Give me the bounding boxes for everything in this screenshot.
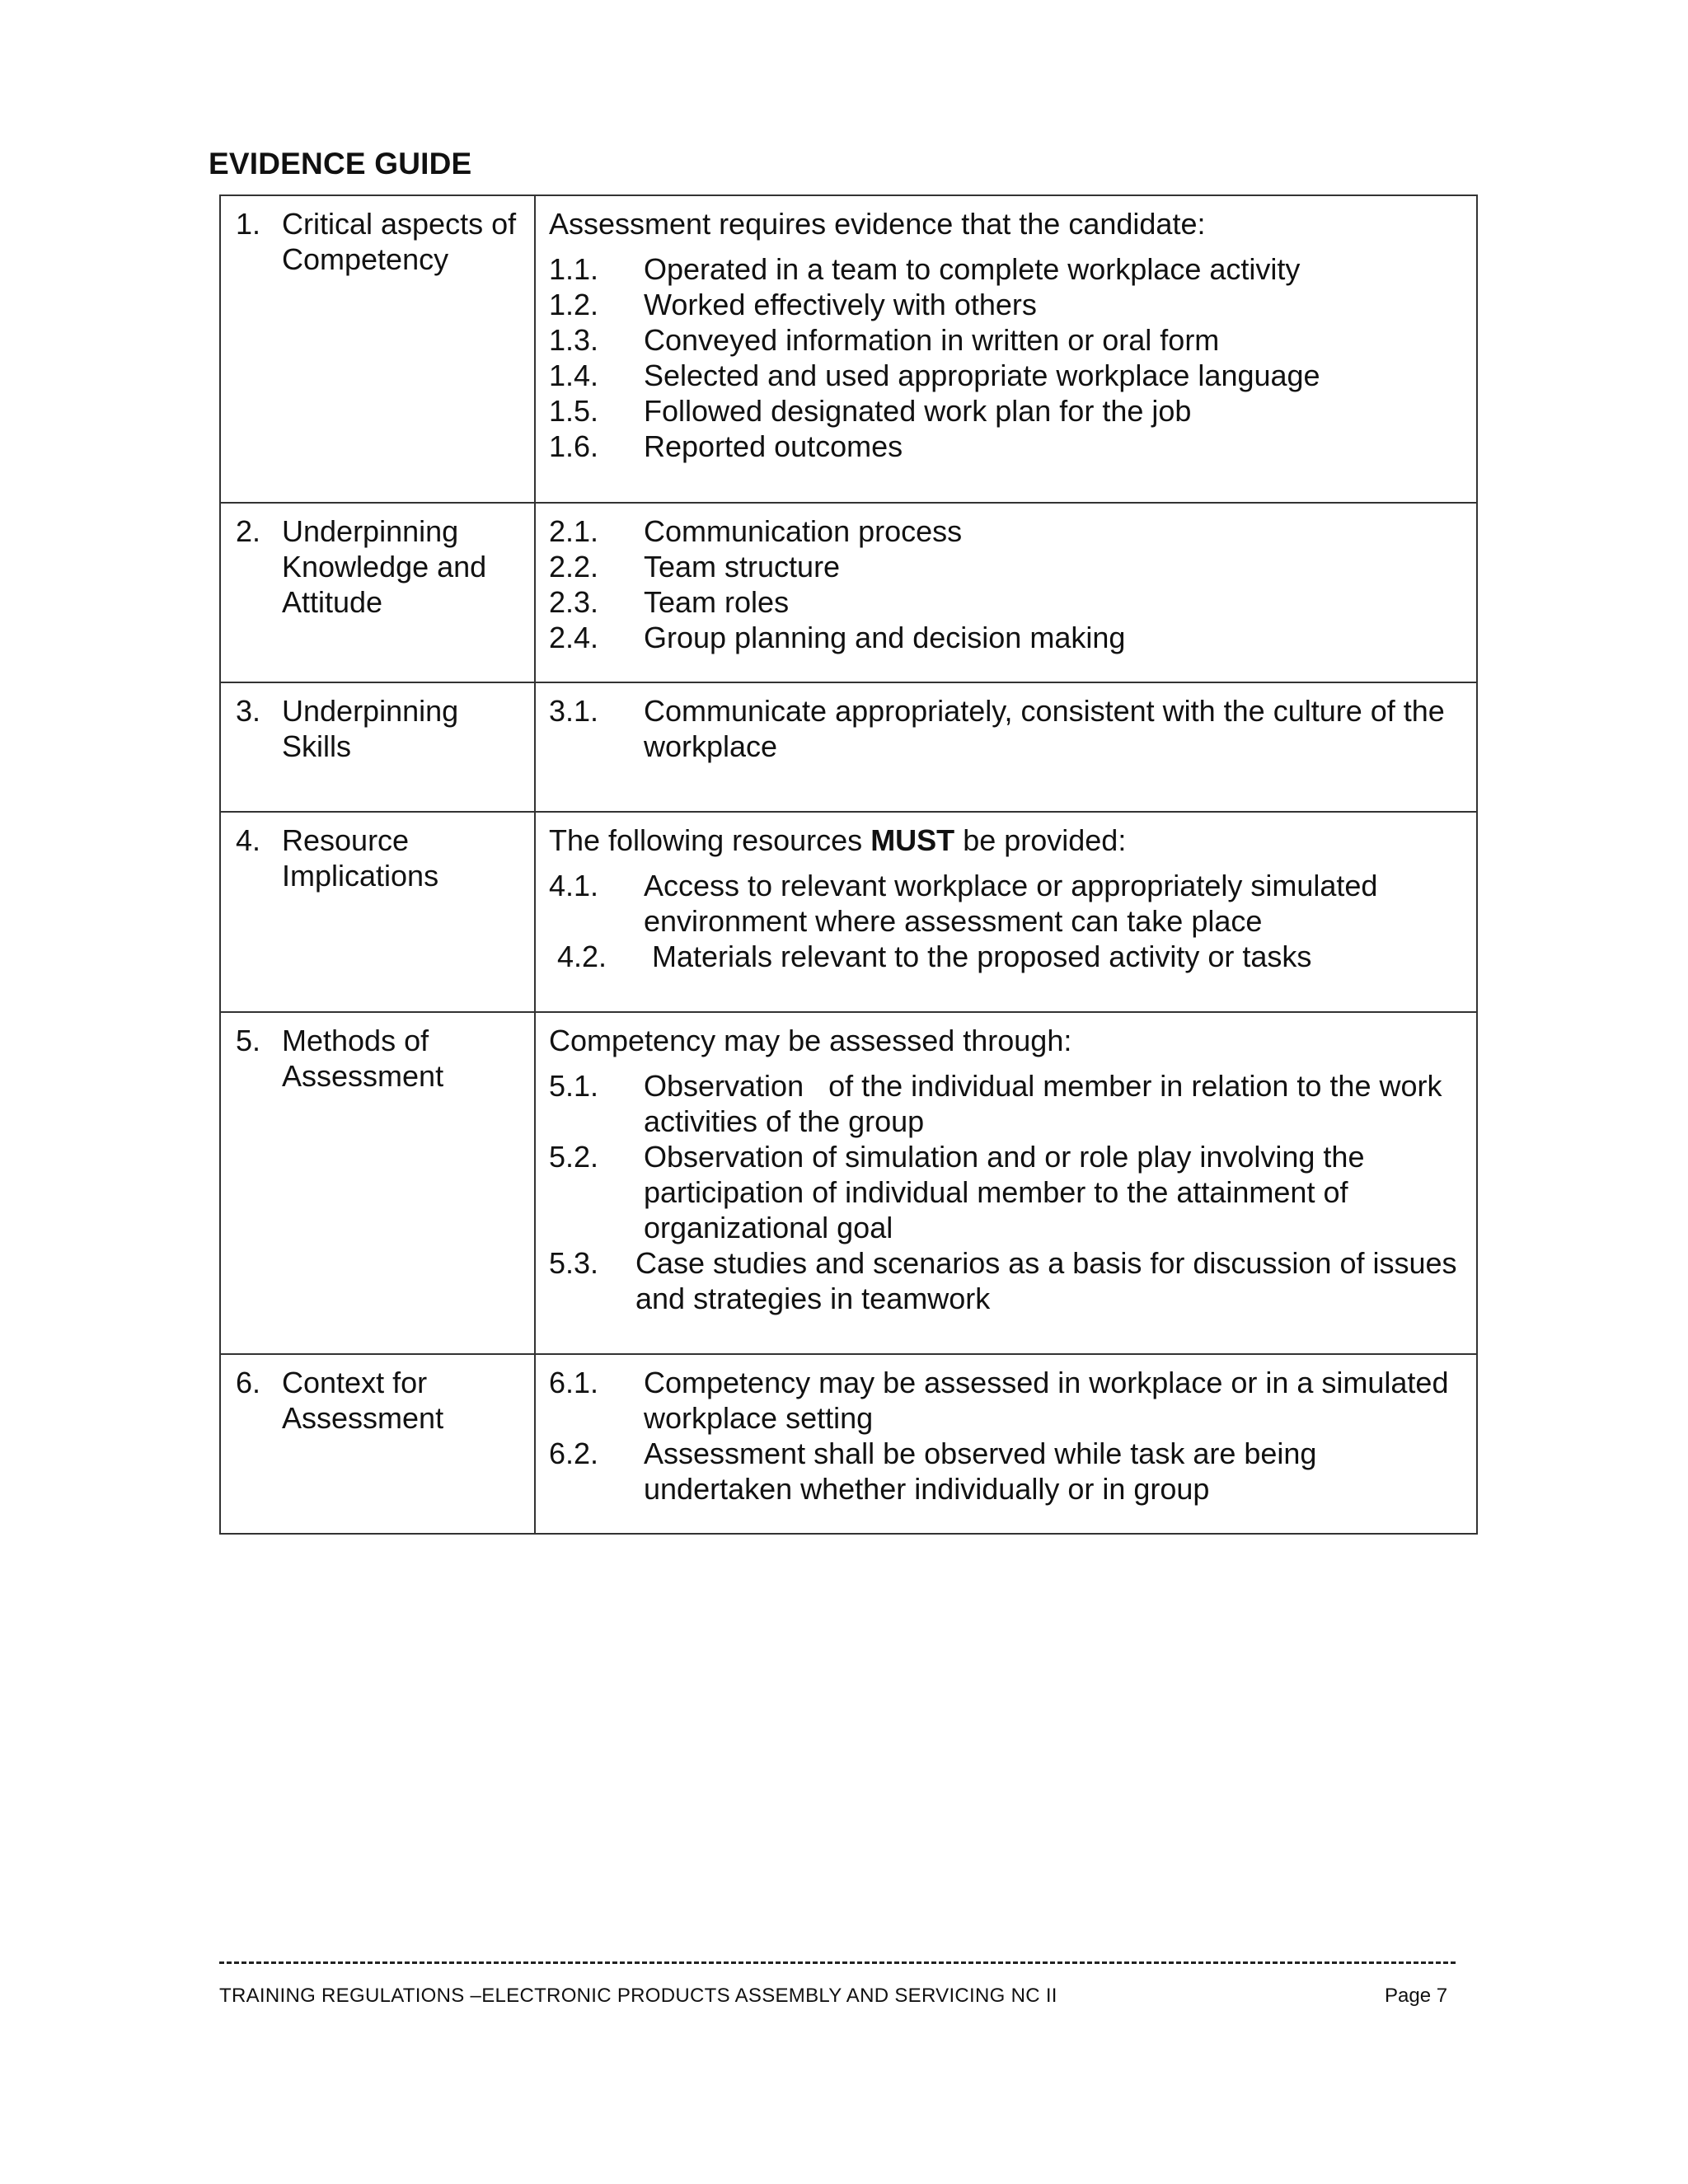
table-row xyxy=(220,1354,1477,1534)
item-number: 1.4. xyxy=(549,359,599,392)
item-number: 1.1. xyxy=(549,252,599,286)
item-number: 6.2. xyxy=(549,1436,599,1470)
item-text: Observation of the individual member in relation to the work activities of the group xyxy=(644,1069,1451,1138)
list-item xyxy=(549,939,1463,974)
table-row xyxy=(220,812,1477,1012)
item-text: Followed designated work plan for the job xyxy=(644,394,1192,428)
row-number: 6. xyxy=(236,1366,261,1399)
item-text: Competency may be assessed in workplace or in a simulated workplace setting xyxy=(644,1366,1449,1435)
list-item xyxy=(549,584,1463,620)
item-number: 1.6. xyxy=(549,429,599,463)
item-text: Materials relevant to the proposed activity or tasks xyxy=(652,940,1312,973)
item-number: 5.1. xyxy=(549,1069,599,1103)
evidence-guide-table xyxy=(219,194,1478,1535)
item-number: 5.2. xyxy=(549,1140,599,1174)
row-intro xyxy=(549,206,1463,241)
list-item xyxy=(549,322,1463,358)
row-heading-cell xyxy=(220,812,535,1012)
row-heading-cell xyxy=(220,1012,535,1354)
footer-document-title: TRAINING REGULATIONS –ELECTRONIC PRODUCTS ASSEMBLY AND SERVICING NC II xyxy=(219,1985,1057,2007)
table-row xyxy=(220,195,1477,503)
list-item xyxy=(549,868,1463,939)
item-text: Group planning and decision making xyxy=(644,621,1126,654)
item-text: Team structure xyxy=(644,550,841,583)
item-number: 1.3. xyxy=(549,323,599,357)
row-label: Context for Assessment xyxy=(282,1366,444,1435)
table-row xyxy=(220,1012,1477,1354)
intro-emphasis: MUST xyxy=(870,823,955,857)
item-text: Assessment shall be observed while task are being undertaken whether individually or in group xyxy=(644,1436,1317,1506)
row-intro xyxy=(549,1023,1463,1058)
intro-text: Assessment requires evidence that the candidate: xyxy=(549,207,1206,241)
item-text: Communicate appropriately, consistent with the culture of the workplace xyxy=(644,694,1445,763)
footer-page-number: Page 7 xyxy=(1385,1985,1448,2007)
intro-text: Competency may be assessed through: xyxy=(549,1024,1072,1057)
list-item xyxy=(549,549,1463,584)
row-content-cell xyxy=(535,1354,1477,1534)
list-item xyxy=(549,1068,1463,1139)
item-text: Communication process xyxy=(644,514,963,548)
row-intro xyxy=(549,823,1463,858)
footer-divider xyxy=(219,1961,1456,1964)
item-number: 1.5. xyxy=(549,394,599,428)
item-number: 5.3. xyxy=(549,1246,599,1280)
item-number: 6.1. xyxy=(549,1366,599,1399)
row-content-cell xyxy=(535,682,1477,812)
row-heading-cell xyxy=(220,503,535,682)
item-number: 2.4. xyxy=(549,621,599,654)
list-item xyxy=(549,393,1463,429)
table-row xyxy=(220,503,1477,682)
row-content-cell xyxy=(535,812,1477,1012)
list-item xyxy=(549,1365,1463,1436)
row-content-cell xyxy=(535,503,1477,682)
list-item xyxy=(549,429,1463,464)
list-item xyxy=(549,1245,1463,1316)
table-row xyxy=(220,682,1477,812)
item-text: Reported outcomes xyxy=(644,429,903,463)
row-heading-cell xyxy=(220,1354,535,1534)
item-text: Conveyed information in written or oral form xyxy=(644,323,1220,357)
list-item xyxy=(549,513,1463,549)
row-number: 4. xyxy=(236,823,261,857)
row-content-cell xyxy=(535,1012,1477,1354)
row-heading-cell xyxy=(220,195,535,503)
list-item xyxy=(549,1139,1463,1245)
row-label: Methods of Assessment xyxy=(282,1024,444,1093)
item-text: Selected and used appropriate workplace language xyxy=(644,359,1320,392)
row-number: 3. xyxy=(236,694,261,728)
list-item xyxy=(549,358,1463,393)
item-text: Operated in a team to complete workplace activity xyxy=(644,252,1301,286)
list-item xyxy=(549,251,1463,287)
intro-text: be provided: xyxy=(954,823,1127,857)
intro-text: The following resources xyxy=(549,823,871,857)
row-heading-cell xyxy=(220,682,535,812)
row-label: Resource Implications xyxy=(282,823,439,893)
row-number: 2. xyxy=(236,514,261,548)
item-number: 2.2. xyxy=(549,550,599,583)
row-content-cell xyxy=(535,195,1477,503)
row-number: 1. xyxy=(236,207,261,241)
page-title: EVIDENCE GUIDE xyxy=(209,147,472,180)
list-item xyxy=(549,693,1463,764)
row-label: Underpinning Skills xyxy=(282,694,459,763)
item-text: Team roles xyxy=(644,585,790,619)
item-text: Worked effectively with others xyxy=(644,288,1037,321)
item-number: 2.1. xyxy=(549,514,599,548)
item-number: 1.2. xyxy=(549,288,599,321)
item-text: Access to relevant workplace or appropriately simulated environment where assessment can take place xyxy=(644,869,1378,938)
row-label: Critical aspects of Competency xyxy=(282,207,517,276)
item-number: 4.2. xyxy=(557,940,607,973)
item-number: 4.1. xyxy=(549,869,599,902)
list-item xyxy=(549,620,1463,655)
list-item xyxy=(549,287,1463,322)
item-text: Observation of simulation and or role play involving the participation of individual member to the attainment of organizational goal xyxy=(644,1140,1365,1244)
item-number: 3.1. xyxy=(549,694,599,728)
list-item xyxy=(549,1436,1463,1507)
row-number: 5. xyxy=(236,1024,261,1057)
row-label: Underpinning Knowledge and Attitude xyxy=(282,514,487,619)
item-number: 2.3. xyxy=(549,585,599,619)
item-text: Case studies and scenarios as a basis for discussion of issues and strategies in teamwork xyxy=(635,1246,1457,1315)
